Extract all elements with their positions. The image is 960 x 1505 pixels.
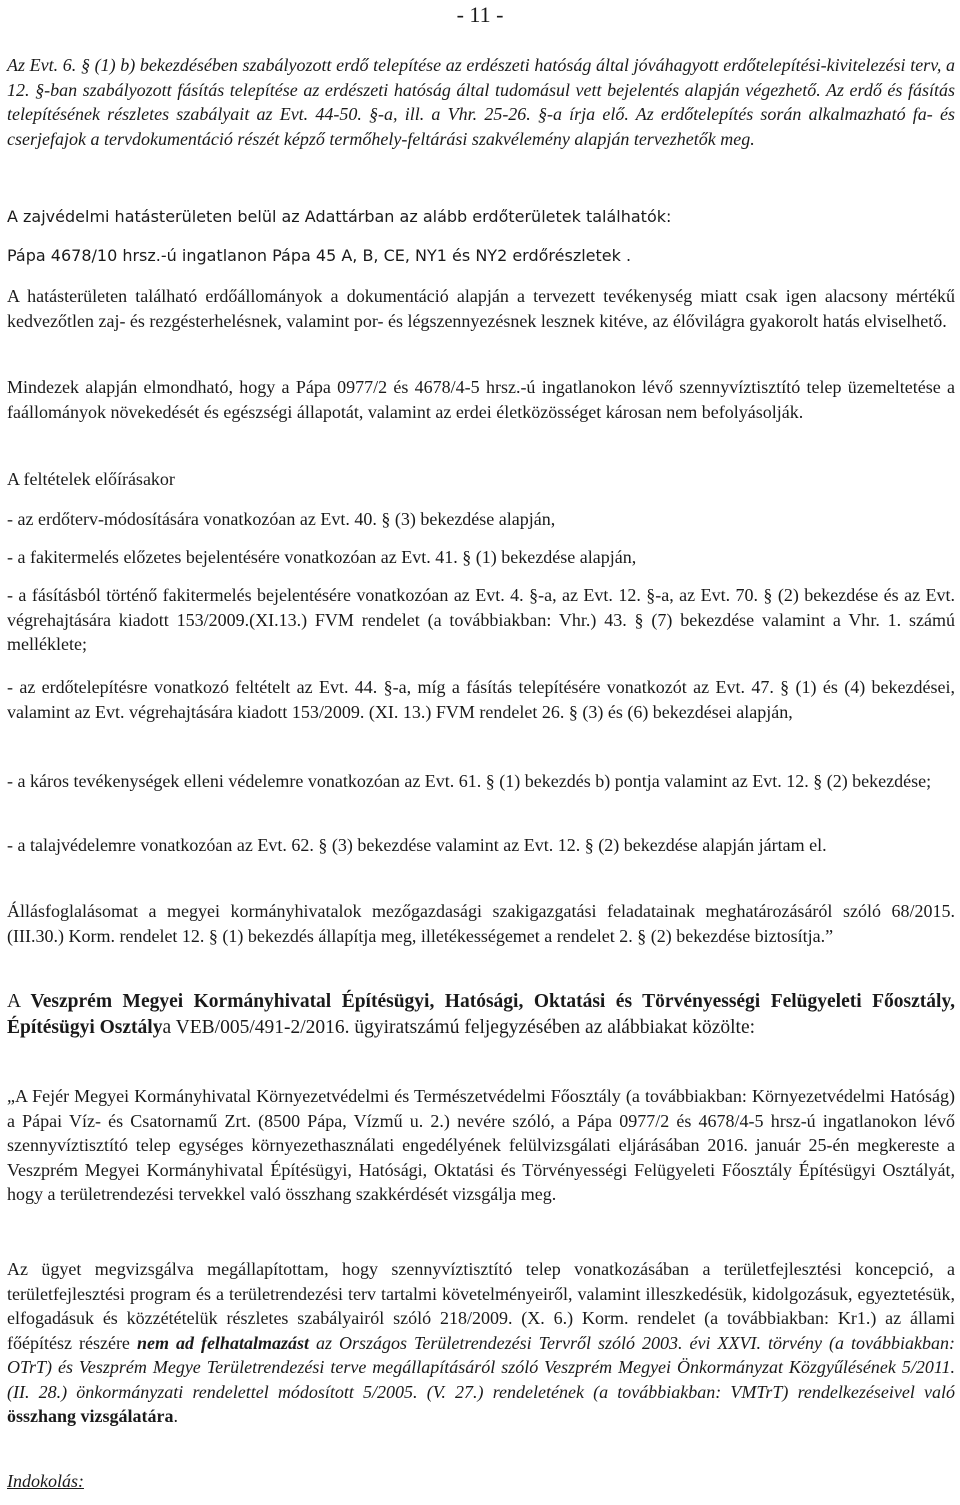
- forest-planting-text: Az Evt. 6. § (1) b) bekezdésében szabályozott erdő telepítése az erdészeti hatóság által jóváhagyott erdőtelepítési-kivitelezési terv, a 12. §-ban szabályozott fásítás telepítése az erdészeti hatóság által tudomásul vett bejelentés alapján végezhető. Az erdő és fásítás telepítésének részletes szabályait az Evt. 44-50. §-a, ill. a Vhr. 25-26. §-a írja elő.: [7, 55, 955, 124]
- conclusion-text: Mindezek alapján elmondható, hogy a Pápa 0977/2 és 4678/4-5 hrsz.-ú ingatlanokon lévő szennyvíztisztító telep üzemeltetése a faállományok növekedését és egészségi állapotát, valamint az erdei életközösséget károsan nem befolyásolják.: [7, 377, 955, 422]
- forest-plan-item-text: - az erdőterv-módosítására vonatkozóan az Evt. 40. § (3) bekezdése alapján,: [7, 509, 556, 529]
- forest-parcels-text: Pápa 4678/10 hrsz.-ú ingatlanon Pápa 45 A, B, CE, NY1 és NY2 erdőrészletek .: [7, 246, 632, 265]
- paragraph-conclusion: [7, 375, 955, 424]
- list-item-afforestation-logging: [7, 583, 955, 657]
- paragraph-competence: [7, 899, 955, 948]
- paragraph-authority-statement: [7, 989, 955, 1041]
- authority-reference: a VEB/005/491-2/2016. ügyiratszámú feljegyzésében az alábbiakat közölte:: [162, 1017, 756, 1038]
- list-item-logging-notice: [7, 545, 955, 570]
- logging-notice-item-text: - a fakitermelés előzetes bejelentésére vonatkozóan az Evt. 41. § (1) bekezdése alapján,: [7, 547, 637, 567]
- paragraph-examination: [7, 1257, 955, 1429]
- paragraph-noise-zone: [7, 205, 955, 230]
- list-item-soil-protection: [7, 833, 955, 858]
- page-number: - 11 -: [456, 2, 504, 27]
- paragraph-justification-heading: [7, 1469, 955, 1494]
- examination-end: .: [173, 1406, 178, 1426]
- examination-text-continued: az Országos Területrendezési Tervről szóló 2003. évi XXVI. törvény (a továbbiakban: OTrT) és Veszprém Megye Területrendezési terve megállapításáról szóló Veszprém Megyei Önkormányzat Közgyűlésének 5/2011. (II. 28.) önkormányzati rendelettel módosított 5/2005. (V. 27.) rendeletének (a továbbiakban: VMTrT) rendelkezéseivel való: [7, 1332, 955, 1402]
- paragraph-forest-parcels: [7, 244, 955, 269]
- planting-conditions-item-text: - az erdőtelepítésre vonatkozó feltételt az Evt. 44. §-a, míg a fásítás telepítésére vonatkozót az Evt. 47. § (1) és (4) bekezdései, valamint az Evt. végrehajtására kiadott 153/2009. (XI. 13.) FVM rendelet 26. § (3) és (6) bekezdései alapján,: [7, 677, 955, 722]
- list-item-harmful-activities: [7, 769, 955, 794]
- species-selection-text: Az erdőtelepítés során alkalmazható fa- és cserjefajok a tervdokumentáció részét képző termőhely-feltárási szakvélemény alapján tervezhetők meg.: [7, 104, 955, 149]
- noise-zone-text: A zajvédelmi hatásterületen belül az Adattárban az alább erdőterületek találhatók:: [7, 207, 672, 226]
- compliance-review-emphasis: összhang vizsgálatára: [7, 1406, 174, 1426]
- authority-name: Veszprém Megyei Kormányhivatal Építésügyi, Hatósági, Oktatási és Törvényességi Felügyeleti Főosztály, Építésügyi Osztály: [7, 991, 955, 1038]
- soil-protection-item-text: - a talajvédelemre vonatkozóan az Evt. 62. § (3) bekezdése valamint az Evt. 12. § (2) bekezdése alapján jártam el.: [7, 835, 827, 855]
- forest-impact-text: A hatásterületen található erdőállományok a dokumentáció alapján a tervezett tevékenység miatt csak igen alacsony mértékű kedvezőtlen zaj- és rezgésterhelésnek, valamint por- és légszennyezésnek lesznek kitéve, az élővilágra gyakorolt hatás elviselhető.: [7, 286, 955, 331]
- list-item-forest-plan: [7, 507, 955, 532]
- afforestation-logging-item-text: - a fásításból történő fakitermelés bejelentésére vonatkozóan az Evt. 4. §-a, az Evt. 12. §-a, az Evt. 70. § (2) bekezdése és az Evt. végrehajtására kiadott 153/2009.(XI.13.) FVM rendelet (a továbbiakban: Vhr.) 43. § (7) bekezdése valamint a Vhr. 1. számú melléklete;: [7, 585, 955, 654]
- paragraph-forest-impact: [7, 284, 955, 333]
- authority-intro: A: [7, 991, 31, 1012]
- justification-heading: Indokolás:: [7, 1471, 84, 1491]
- conditions-intro-text: A feltételek előírásakor: [7, 469, 175, 489]
- competence-text: Állásfoglalásomat a megyei kormányhivatalok mezőgazdasági szakigazgatási feladatainak meghatározásáról szóló 68/2015. (III.30.) Korm. rendelet 12. § (1) bekezdés állapítja meg, illetékességemet a rendelet 2. § (2) bekezdése biztosítja.”: [7, 901, 955, 946]
- harmful-activities-item-text: - a káros tevékenységek elleni védelemre vonatkozóan az Evt. 61. § (1) bekezdés b) pontja valamint az Evt. 12. § (2) bekezdése;: [7, 771, 932, 791]
- quote-request-text: „A Fejér Megyei Kormányhivatal Környezetvédelmi és Természetvédelmi Főosztály (a továbbiakban: Környezetvédelmi Hatóság) a Pápai Víz- és Csatornamű Zrt. (8500 Pápa, Vízmű u. 2.) nevére szóló, a Pápa 0977/2 és 4678/4-5 hrsz-ú ingatlanokon lévő szennyvíztisztító telep egységes környezethasználati engedélyének felülvizsgálati eljárásában 2016. január 25-én megkereste a Veszprém Megyei Kormányhivatal Építésügyi, Hatósági, Oktatási és Törvényességi Felügyeleti Főosztály Építésügyi Osztályát, hogy a területrendezési tervekkel való összhang szakkérdését vizsgálja meg.: [7, 1086, 955, 1204]
- paragraph-forest-planting: [7, 53, 955, 151]
- paragraph-conditions-intro: [7, 467, 955, 492]
- examination-text: Az ügyet megvizsgálva megállapítottam, hogy szennyvíztisztító telep vonatkozásában a területfejlesztési koncepció, a területfejlesztési program és a területrendezési terv tartalmi követelményeiről, valamint illeszkedésük, kidolgozásuk, egyeztetésük, elfogadásuk és közzétételük részletes szabályairól szóló 218/2009. (X. 6.) Korm. rendelet (a továbbiakban: Kr1.) az állami főépítész részére: [7, 1259, 955, 1353]
- no-authorization-emphasis: nem ad felhatalmazást: [136, 1332, 309, 1353]
- list-item-planting-conditions: [7, 675, 955, 724]
- paragraph-quote-request: [7, 1084, 955, 1207]
